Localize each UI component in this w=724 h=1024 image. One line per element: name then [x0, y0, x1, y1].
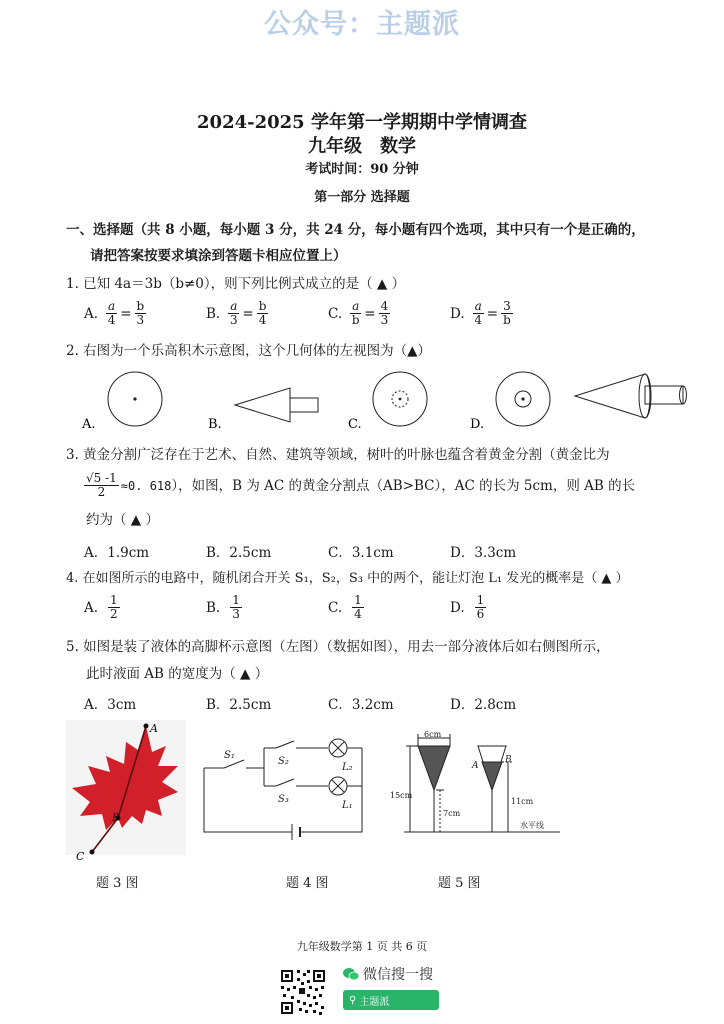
section-instructions	[66, 217, 666, 269]
q2-option-c-figure	[373, 372, 427, 426]
q4-option-a: A. $\frac{1}{2}$	[84, 593, 118, 621]
q4-option-b: B. $\frac{1}{3}$	[206, 593, 240, 621]
qr-code-icon	[279, 968, 327, 1016]
q4-option-d: D. $\frac{1}{6}$	[450, 593, 485, 621]
golden-ratio-fraction: $\frac{√5 -1}{2}$	[86, 471, 117, 499]
q2-label-b: B.	[208, 417, 222, 432]
q2-option-b-figure	[235, 388, 318, 422]
q3-stem-line-2: $\frac{√5 -1}{2}$ ≈0. 618 ），如图，B 为 AC 的黄金分割点（AB>BC），AC 的长为 5cm，则 AB 的长	[86, 471, 636, 499]
watermark: 公众号：主题派	[264, 9, 460, 40]
figure-3-caption: 题 3 图	[96, 876, 139, 891]
goblet-height-11: 11cm	[511, 797, 534, 806]
q5-option-c: C．3.2cm	[328, 697, 394, 713]
section-line-1: 一、选择题（共 8 小题，每小题 3 分，共 24 分，每小题有四个选项，其中只有一个是正确的，	[66, 222, 645, 238]
q4-stem: 4. 在如图所示的电路中，随机闭合开关 S₁，S₂，S₃ 中的两个，能让灯泡 L₁ 发光的概率是（ ▲ ）	[66, 571, 629, 586]
leaf-label-b: B	[112, 813, 120, 824]
wechat-search-button[interactable]	[343, 990, 439, 1010]
lamp-l2-label: L₂	[342, 762, 353, 773]
q3-stem-line-3: 约为（ ▲ ）	[86, 512, 159, 528]
q1-option-b: B. $\frac{a}{3}$ = $\frac{b}{4}$	[206, 299, 267, 327]
figure-5-caption: 题 5 图	[438, 876, 481, 891]
q2-stem: 2. 右图为一个乐高积木示意图，这个几何体的左视图为（▲）	[66, 343, 432, 359]
q3-options	[84, 541, 644, 561]
search-icon: ⚲	[349, 994, 357, 1006]
switch-s2-label: S₂	[278, 756, 289, 767]
q3-option-a: A．1.9cm	[84, 545, 150, 561]
q1-stem: 1. 已知 4a＝3b（b≠0），则下列比例式成立的是（ ▲ ）	[66, 276, 406, 292]
goblet-stem-7: 7cm	[443, 809, 461, 818]
q2-label-d: D.	[470, 417, 485, 432]
exam-time: 考试时间：90 分钟	[305, 162, 419, 177]
q3-option-c: C．3.1cm	[328, 545, 394, 561]
switch-s1-label: S₁	[224, 750, 235, 761]
q5-options	[84, 693, 644, 713]
q2-figures	[80, 366, 710, 436]
liquid-point-a: A	[472, 761, 479, 771]
lamp-l1-label: L₁	[342, 800, 353, 811]
q5-option-b: B．2.5cm	[206, 697, 272, 713]
q5-option-a: A．3cm	[84, 697, 137, 713]
exam-subject: 九年级 数学	[308, 136, 416, 157]
q3-stem-line-1: 3. 黄金分割广泛存在于艺术、自然、建筑等领域，树叶的叶脉也蕴含着黄金分割（黄金比为	[66, 447, 610, 463]
q1-options	[84, 300, 644, 327]
q1-option-d: D. $\frac{a}{4}$ = $\frac{3}{b}$	[450, 299, 511, 327]
leaf-label-a: A	[150, 722, 158, 735]
q4-options	[84, 594, 644, 621]
ground-line-label: 水平线	[520, 821, 544, 830]
maple-leaf-figure	[66, 720, 186, 865]
section-line-2: 请把答案按要求填涂到答题卡相应位置上）	[90, 248, 347, 264]
q1-option-a: A. $\frac{a}{4}$ = $\frac{b}{3}$	[84, 299, 145, 327]
wechat-icon	[343, 967, 359, 981]
q4-option-c: C. $\frac{1}{4}$	[328, 593, 362, 621]
q2-label-c: C.	[348, 417, 362, 432]
wechat-search-text: 微信搜一搜	[363, 967, 433, 983]
goblet-top-width: 6cm	[424, 730, 442, 739]
page-footer: 九年级数学第 1 页 共 6 页	[296, 940, 428, 953]
goblet-height-15: 15cm	[390, 791, 413, 800]
wechat-search-keyword: 主题派	[359, 996, 390, 1008]
q3-option-d: D．3.3cm	[450, 545, 517, 561]
q5-stem-line-1: 5. 如图是装了液体的高脚杯示意图（左图）（数据如图），用去一部分液体后如右侧图所示，	[66, 639, 610, 655]
goblet-figure	[390, 728, 570, 838]
circuit-figure	[196, 728, 368, 852]
q1-option-c: C. $\frac{a}{b}$ = $\frac{4}{3}$	[328, 299, 389, 327]
part-heading: 第一部分 选择题	[314, 190, 410, 205]
q2-label-a: A.	[82, 417, 96, 432]
figure-4-caption: 题 4 图	[286, 876, 329, 891]
q5-option-d: D．2.8cm	[450, 697, 517, 713]
lego-reference-figure	[575, 374, 687, 418]
q2-option-d-figure	[496, 372, 550, 426]
q5-stem-line-2: 此时液面 AB 的宽度为（ ▲ ）	[86, 666, 269, 682]
q3-option-b: B．2.5cm	[206, 545, 272, 561]
liquid-point-b: B	[505, 755, 512, 765]
leaf-label-c: C	[76, 850, 85, 863]
exam-title: 2024-2025 学年第一学期期中学情调查	[197, 112, 527, 133]
switch-s3-label: S₃	[278, 794, 289, 805]
wechat-search-banner	[343, 964, 441, 1014]
